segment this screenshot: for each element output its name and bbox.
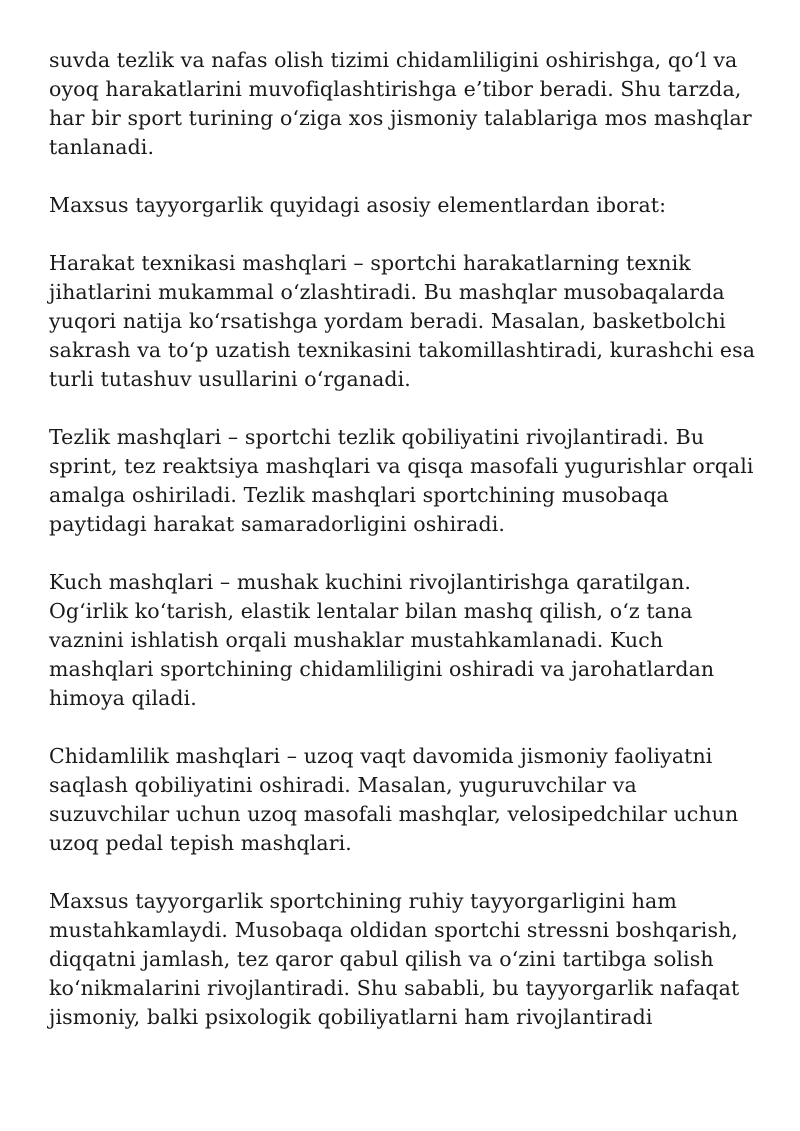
paragraph-speed-exercises (49, 423, 754, 539)
paragraph-technique-exercises (49, 249, 756, 394)
text-line: Maxsus tayyorgarlik sportchining ruhiy tayyorgarligini ham (49, 889, 677, 913)
text-line: ko‘nikmalarini rivojlantiradi. Shu sababli, bu tayyorgarlik nafaqat (49, 976, 740, 1000)
text-line: amalga oshiriladi. Tezlik mashqlari sportchining musobaqa (49, 483, 669, 507)
text-line: suvda tezlik va nafas olish tizimi chidamliligini oshirishga, qo‘l va (49, 48, 738, 72)
text-line: sprint, tez reaktsiya mashqlari va qisqa masofali yugurishlar orqali (49, 454, 754, 478)
text-line: uzoq pedal tepish mashqlari. (49, 831, 352, 855)
text-line: har bir sport turining o‘ziga xos jismoniy talablariga mos mashqlar (49, 106, 752, 130)
text-line: jismoniy, balki psixologik qobiliyatlarni ham rivojlantiradi (49, 1005, 653, 1029)
text-line: Harakat texnikasi mashqlari – sportchi harakatlarning texnik (49, 251, 691, 275)
document-page (49, 46, 756, 1061)
text-line: suzuvchilar uchun uzoq masofali mashqlar, velosipedchilar uchun (49, 802, 739, 826)
text-line: Maxsus tayyorgarlik quyidagi asosiy elementlardan iborat: (49, 193, 667, 217)
paragraph-elements-intro (49, 191, 749, 220)
text-line: vaznini ishlatish orqali mushaklar mustahkamlanadi. Kuch (49, 628, 664, 652)
text-line: himoya qiladi. (49, 686, 197, 710)
text-line: mustahkamlaydi. Musobaqa oldidan sportchi stressni boshqarish, (49, 918, 738, 942)
text-line: sakrash va to‘p uzatish texnikasini takomillashtiradi, kurashchi esa (49, 338, 756, 362)
text-line: saqlash qobiliyatini oshiradi. Masalan, yuguruvchilar va (49, 773, 637, 797)
text-line: paytidagi harakat samaradorligini oshiradi. (49, 512, 506, 536)
text-line: tanlanadi. (49, 135, 155, 159)
text-line: Kuch mashqlari – mushak kuchini rivojlantirishga qaratilgan. (49, 570, 691, 594)
text-line: mashqlari sportchining chidamliligini oshiradi va jarohatlardan (49, 657, 715, 681)
text-line: diqqatni jamlash, tez qaror qabul qilish va o‘zini tartibga solish (49, 947, 714, 971)
text-line: jihatlarini mukammal o‘zlashtiradi. Bu mashqlar musobaqalarda (49, 280, 725, 304)
text-line: turli tutashuv usullarini o‘rganadi. (49, 367, 411, 391)
paragraph-endurance-exercises (49, 742, 749, 858)
text-line: Og‘irlik ko‘tarish, elastik lentalar bilan mashq qilish, o‘z tana (49, 599, 693, 623)
paragraph-mental-preparation (49, 887, 749, 1032)
text-line: Tezlik mashqlari – sportchi tezlik qobiliyatini rivojlantiradi. Bu (49, 425, 705, 449)
paragraph-strength-exercises (49, 568, 749, 713)
text-line: yuqori natija ko‘rsatishga yordam beradi. Masalan, basketbolchi (49, 309, 726, 333)
paragraph-intro-continuation (49, 46, 752, 162)
text-line: Chidamlilik mashqlari – uzoq vaqt davomida jismoniy faoliyatni (49, 744, 713, 768)
text-line: oyoq harakatlarini muvofiqlashtirishga e’tibor beradi. Shu tarzda, (49, 77, 742, 101)
